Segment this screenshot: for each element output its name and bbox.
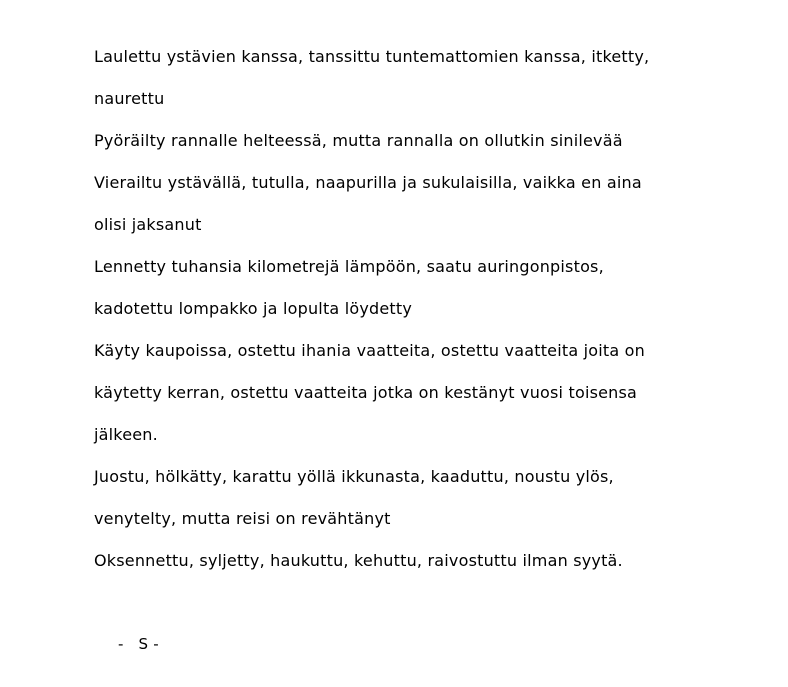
- text-line: Juostu, hölkätty, karattu yöllä ikkunasta, kaaduttu, noustu ylös,: [94, 467, 614, 486]
- text-line: Oksennettu, syljetty, haukuttu, kehuttu, raivostuttu ilman syytä.: [94, 551, 623, 570]
- text-line: Vierailtu ystävällä, tutulla, naapurilla ja sukulaisilla, vaikka en aina: [94, 173, 642, 192]
- signature: - S -: [118, 635, 159, 653]
- text-block: [94, 36, 694, 582]
- text-line: Lennetty tuhansia kilometrejä lämpöön, saatu auringonpistos,: [94, 257, 604, 276]
- text-line: kadotettu lompakko ja lopulta löydetty: [94, 299, 413, 318]
- text-line: olisi jaksanut: [94, 215, 202, 234]
- text-line: Käyty kaupoissa, ostettu ihania vaatteita, ostettu vaatteita joita on: [94, 341, 645, 360]
- text-line: Pyöräilty rannalle helteessä, mutta rannalla on ollutkin sinilevää: [94, 131, 623, 150]
- text-line: venytelty, mutta reisi on revähtänyt: [94, 509, 391, 528]
- text-line: käytetty kerran, ostettu vaatteita jotka on kestänyt vuosi toisensa: [94, 383, 638, 402]
- text-line: jälkeen.: [94, 425, 158, 444]
- text-line: naurettu: [94, 89, 165, 108]
- text-line: Laulettu ystävien kanssa, tanssittu tuntemattomien kanssa, itketty,: [94, 47, 650, 66]
